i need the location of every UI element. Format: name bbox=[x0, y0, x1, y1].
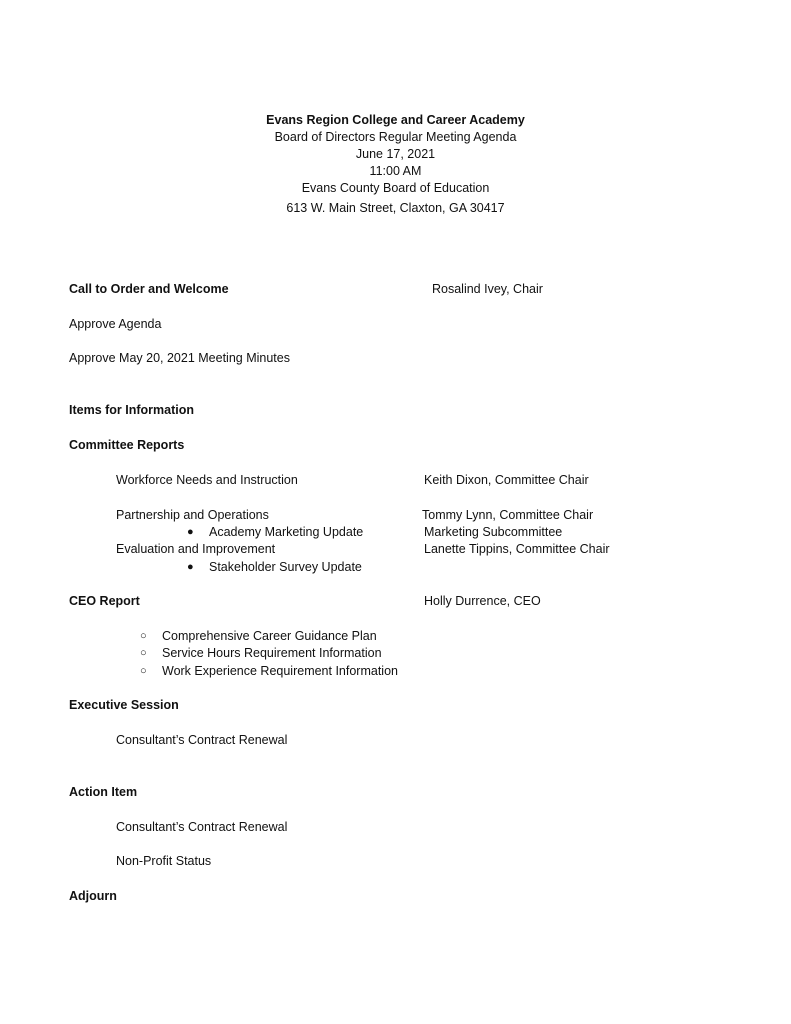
marketing-subcommittee-presenter: Marketing Subcommittee bbox=[424, 525, 563, 539]
action-item-entry: Consultant’s Contract Renewal bbox=[116, 820, 288, 834]
ceo-report-item: Comprehensive Career Guidance Plan bbox=[162, 629, 377, 643]
executive-session-heading: Executive Session bbox=[69, 698, 179, 712]
approve-minutes-item: Approve May 20, 2021 Meeting Minutes bbox=[69, 351, 290, 365]
evaluation-committee-item: Evaluation and Improvement bbox=[116, 542, 276, 556]
evaluation-committee-presenter: Lanette Tippins, Committee Chair bbox=[424, 542, 610, 556]
meeting-location: Evans County Board of Education bbox=[301, 181, 490, 195]
partnership-committee-presenter: Tommy Lynn, Committee Chair bbox=[422, 508, 594, 522]
ceo-report-heading: CEO Report bbox=[69, 594, 140, 608]
executive-session-item: Consultant’s Contract Renewal bbox=[116, 733, 288, 747]
ceo-report-presenter: Holly Durrence, CEO bbox=[424, 594, 541, 608]
marketing-update-subitem: Academy Marketing Update bbox=[209, 525, 364, 539]
partnership-committee-item: Partnership and Operations bbox=[116, 508, 269, 522]
filled-bullet-icon: ● bbox=[187, 561, 194, 573]
ceo-report-item: Work Experience Requirement Information bbox=[162, 664, 398, 678]
call-to-order-presenter: Rosalind Ivey, Chair bbox=[432, 282, 543, 296]
organization-name: Evans Region College and Career Academy bbox=[266, 113, 525, 127]
ceo-report-item: Service Hours Requirement Information bbox=[162, 646, 382, 660]
survey-update-subitem: Stakeholder Survey Update bbox=[209, 560, 362, 574]
filled-bullet-icon: ● bbox=[187, 526, 194, 538]
committee-reports-heading: Committee Reports bbox=[69, 438, 185, 452]
workforce-committee-item: Workforce Needs and Instruction bbox=[116, 473, 298, 487]
hollow-bullet-icon: ○ bbox=[140, 647, 147, 659]
call-to-order-heading: Call to Order and Welcome bbox=[69, 282, 229, 296]
meeting-time: 11:00 AM bbox=[369, 164, 422, 178]
hollow-bullet-icon: ○ bbox=[140, 665, 147, 677]
hollow-bullet-icon: ○ bbox=[140, 630, 147, 642]
action-item-entry: Non-Profit Status bbox=[116, 854, 212, 868]
meeting-address: 613 W. Main Street, Claxton, GA 30417 bbox=[286, 201, 505, 215]
action-item-heading: Action Item bbox=[69, 785, 138, 799]
items-for-information-heading: Items for Information bbox=[69, 403, 195, 417]
workforce-committee-presenter: Keith Dixon, Committee Chair bbox=[424, 473, 589, 487]
adjourn-heading: Adjourn bbox=[69, 889, 117, 903]
meeting-date: June 17, 2021 bbox=[355, 147, 436, 161]
meeting-title: Board of Directors Regular Meeting Agenda bbox=[274, 130, 517, 144]
approve-agenda-item: Approve Agenda bbox=[69, 317, 162, 331]
document-header bbox=[0, 112, 791, 217]
